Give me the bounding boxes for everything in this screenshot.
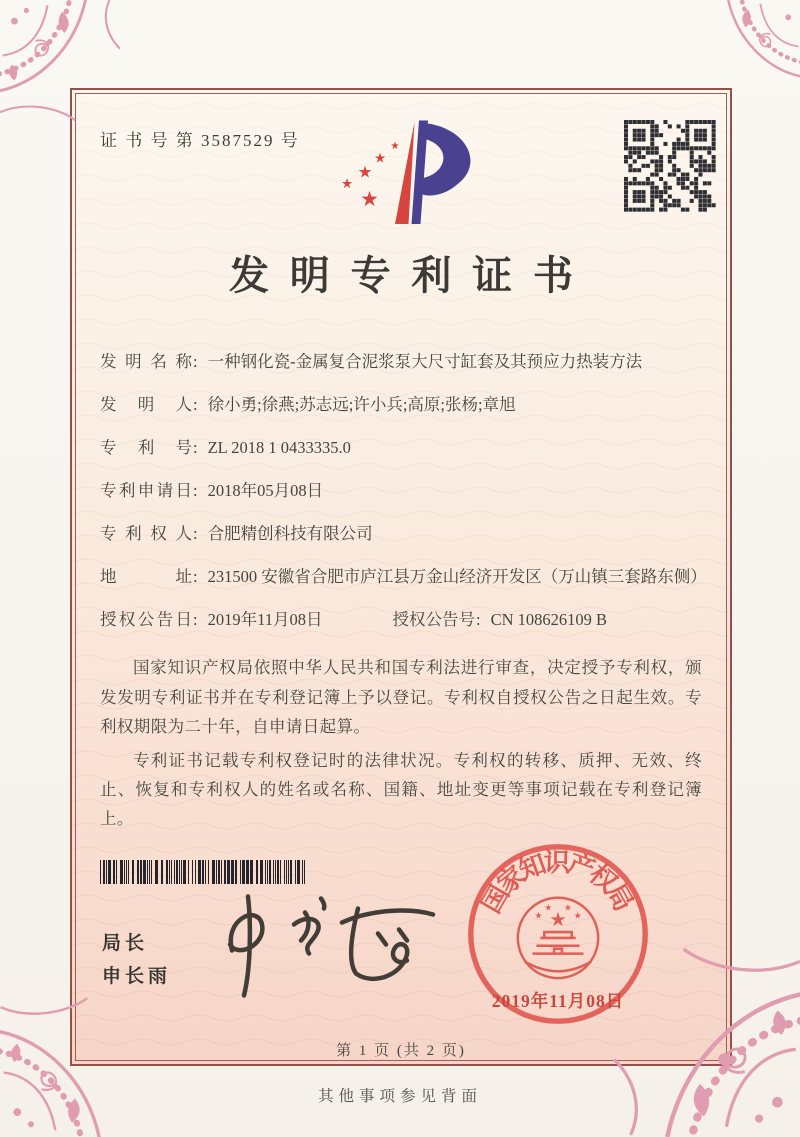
star-icon: ★ — [357, 162, 373, 182]
star-icon: ★ — [340, 176, 354, 191]
grant-date-value: 2019年11月08日 — [207, 609, 323, 629]
svg-text:国家知识产权局 — [476, 847, 641, 919]
certificate-number: 证 书 号 第 3587529 号 — [100, 131, 300, 150]
colon: : — [193, 352, 198, 371]
field-value: 2018年05月08日 — [207, 480, 324, 500]
star-icon: ★ — [534, 910, 543, 921]
field-value: ZL 2018 1 0433335.0 — [207, 437, 351, 457]
colon: : — [193, 437, 198, 457]
field-label: 专利权人 — [100, 523, 192, 543]
qr-code — [624, 120, 716, 212]
grant-no-value: CN 108626109 B — [490, 609, 608, 629]
field-label: 发明人 — [100, 394, 192, 414]
field-value: 一种钢化瓷-金属复合泥浆泵大尺寸缸套及其预应力热装方法 — [207, 352, 643, 371]
director-name: 申长雨 — [102, 965, 172, 987]
certificate-panel — [70, 88, 732, 1066]
footer-note: 其他事项参见背面 — [317, 1088, 482, 1105]
director-title: 局长 — [102, 933, 149, 954]
colon: : — [193, 394, 198, 414]
field-address — [100, 565, 707, 589]
national-emblem-icon — [518, 898, 598, 978]
star-icon: ★ — [360, 187, 379, 211]
certificate-title: 发明专利证书 — [228, 253, 594, 298]
field-value: 合肥精创科技有限公司 — [207, 523, 373, 543]
grant-date-label: 授权公告日 — [100, 609, 192, 629]
field-patent-number — [100, 436, 702, 460]
field-label: 专利号 — [100, 437, 192, 457]
colon: : — [193, 566, 198, 586]
field-value: 徐小勇;徐燕;苏志远;许小兵;高原;张杨;章旭 — [207, 394, 516, 414]
star-icon: ★ — [390, 141, 400, 152]
field-label: 专利申请日 — [100, 480, 192, 500]
seal-ring-text: 国家知识产权局 — [475, 847, 641, 919]
cnipa-logo-icon — [328, 116, 480, 230]
star-icon: ★ — [549, 910, 567, 932]
star-icon: ★ — [544, 902, 553, 913]
field-patentee — [100, 522, 702, 546]
star-icon: ★ — [563, 902, 572, 913]
director-block — [102, 928, 171, 993]
star-icon: ★ — [373, 150, 387, 166]
colon: : — [193, 523, 198, 543]
colon: : — [193, 609, 198, 629]
director-signature — [204, 886, 444, 1001]
colon: : — [475, 609, 481, 629]
barcode — [100, 860, 308, 884]
field-value: 231500 安徽省合肥市庐江县万金山经济开发区（万山镇三套路东侧） — [207, 566, 707, 586]
page-number: 第 1 页 (共 2 页) — [336, 1043, 466, 1059]
field-inventors — [100, 393, 702, 417]
colon: : — [193, 480, 198, 500]
grant-no-label: 授权公告号 — [392, 609, 475, 629]
field-filing-date — [100, 479, 702, 503]
field-label: 发明名称 — [100, 352, 192, 371]
field-invention-name — [100, 350, 702, 374]
legal-paragraph-1: 国家知识产权局依照中华人民共和国专利法进行审查，决定授予专利权，颁发发明专利证书并在专利登记簿上予以登记。专利权自授权公告之日起生效。专利权期限为二十年，自申请日起算。 — [100, 658, 702, 737]
field-label: 地址 — [100, 566, 192, 586]
seal-date: 2019年11月08日 — [491, 991, 625, 1011]
certificate-body — [100, 350, 707, 838]
grant-row — [100, 608, 702, 632]
legal-paragraph-2: 专利证书记载专利权登记时的法律状况。专利权的转移、质押、无效、终止、恢复和专利权人的姓名或名称、国籍、地址变更等事项记载在专利登记簿上。 — [100, 750, 702, 829]
star-icon: ★ — [573, 910, 582, 921]
